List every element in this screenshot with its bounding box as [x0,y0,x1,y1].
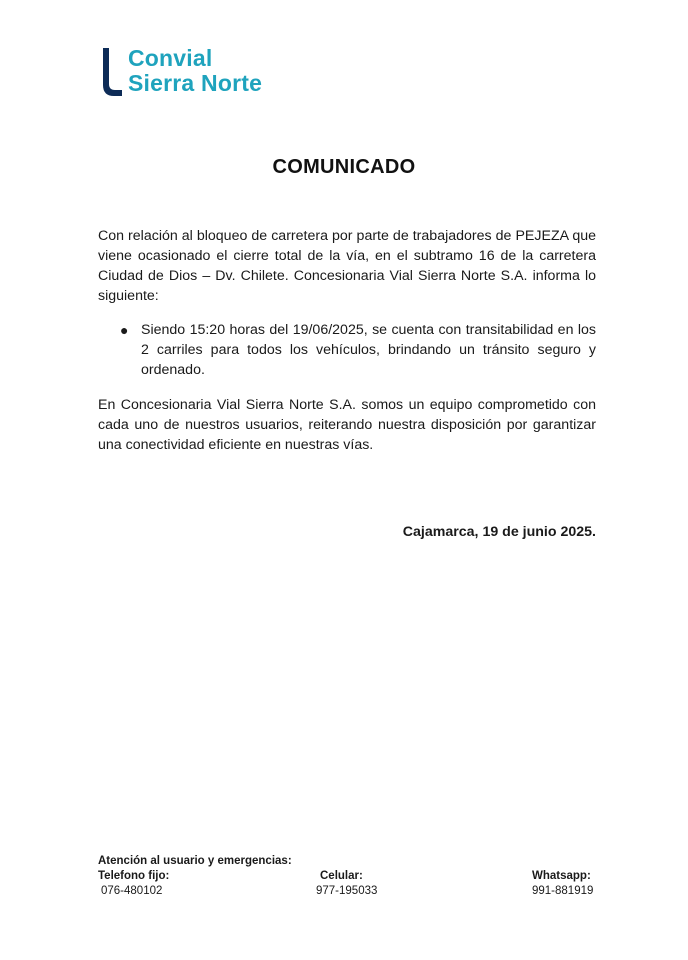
logo-text [128,46,262,96]
date-line: Cajamarca, 19 de junio 2025. [402,524,596,540]
intro-paragraph: Con relación al bloqueo de carretera por parte de trabajadores de PEJEZA que viene ocasionado el cierre total de la vía, en el subtramo 16 de la carretera Ciudad de Dios – Dv. Chilete. Concesionaria Vial Sierra Norte S.A. informa lo siguiente: [98,228,596,304]
contact-label: Celular: [320,870,363,882]
contact-value: 977-195033 [316,885,378,897]
document-title: COMUNICADO [272,156,416,178]
footer-contacts [98,854,598,897]
bullet-dot-icon: ● [120,322,129,338]
contact-whatsapp [532,869,593,899]
contact-label: Whatsapp: [532,870,591,882]
contact-landline [98,869,169,899]
bullet-item [120,320,596,380]
contact-value: 991-881919 [532,885,594,897]
bullet-text: Siendo 15:20 horas del 19/06/2025, se cuenta con transitabilidad en los 2 carriles para todos los vehículos, brindando un tránsito seguro y ordenado. [141,322,596,378]
logo-line-1: Convial [128,45,213,71]
contact-mobile [316,869,377,899]
logo-line-2: Sierra Norte [128,70,263,96]
contact-value: 076-480102 [101,885,163,897]
closing-paragraph: En Concesionaria Vial Sierra Norte S.A. somos un equipo comprometido con cada uno de nuestros usuarios, reiterando nuestra disposición por garantizar una conectividad eficiente en nuestras vías. [98,397,596,453]
contact-label: Telefono fijo: [98,870,170,882]
logo-mark-icon [100,48,122,96]
footer-heading: Atención al usuario y emergencias: [98,855,292,867]
company-logo [100,46,300,98]
